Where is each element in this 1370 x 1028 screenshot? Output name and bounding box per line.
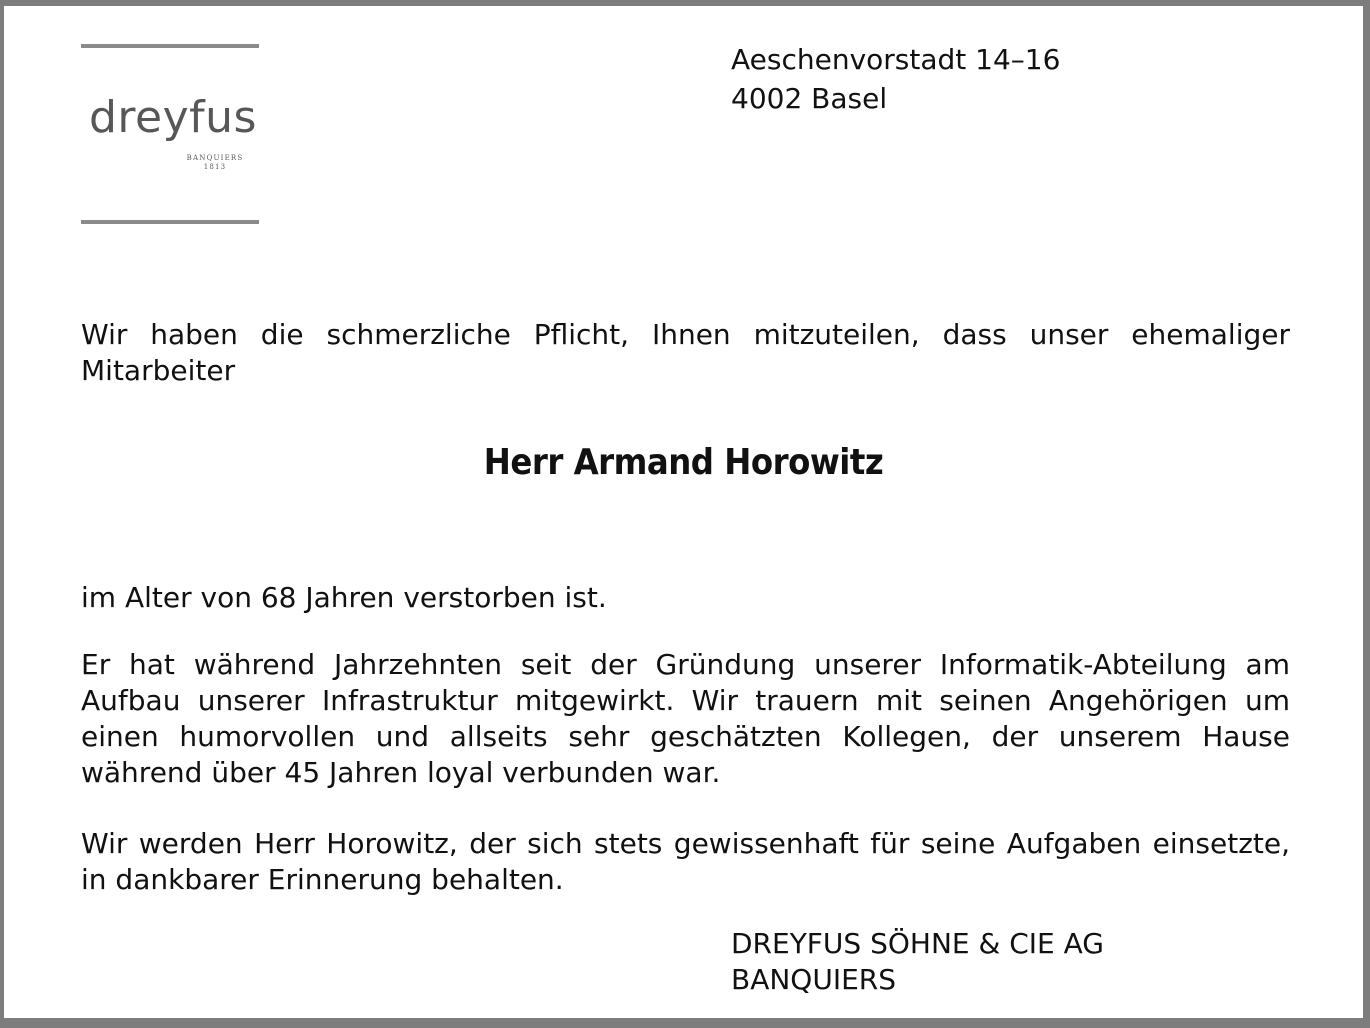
logo-wordmark: dreyfus [89, 92, 257, 143]
logo-year: 1813 [203, 163, 227, 172]
obituary-page [4, 6, 1363, 1018]
address-street: Aeschenvorstadt 14–16 [731, 43, 1061, 76]
intro-paragraph: Wir haben die schmerzliche Pflicht, Ihnen mitzuteilen, dass unser ehemaliger Mitarbeiter [81, 318, 1290, 387]
remembrance-paragraph: Wir werden Herr Horowitz, der sich stets gewissenhaft für seine Aufgaben einsetzte, in dankbarer Erinnerung behalten. [81, 827, 1290, 896]
tribute-paragraph: Er hat während Jahrzehnten seit der Gründung unserer Informatik-Abteilung am Aufbau unserer Infrastruktur mitgewirkt. Wir trauern mit seinen Angehörigen um einen humorvollen und allseits sehr geschätzten Kollegen, der unserem Hause während über 45 Jahren loyal verbunden war. [81, 648, 1290, 789]
dreyfus-logo [81, 44, 259, 226]
sender-address [731, 40, 1060, 118]
address-city: 4002 Basel [731, 82, 888, 115]
logo-subtitle-block [175, 154, 255, 172]
deceased-name: Herr Armand Horowitz [483, 442, 884, 483]
signature-block [731, 926, 1104, 998]
signature-company: DREYFUS SÖHNE & CIE AG [731, 927, 1104, 960]
logo-subtitle: BANQUIERS [186, 154, 244, 162]
signature-title: BANQUIERS [731, 963, 897, 996]
logo-top-rule [81, 44, 259, 48]
age-line: im Alter von 68 Jahren verstorben ist. [81, 581, 607, 614]
logo-bottom-rule [81, 220, 259, 224]
